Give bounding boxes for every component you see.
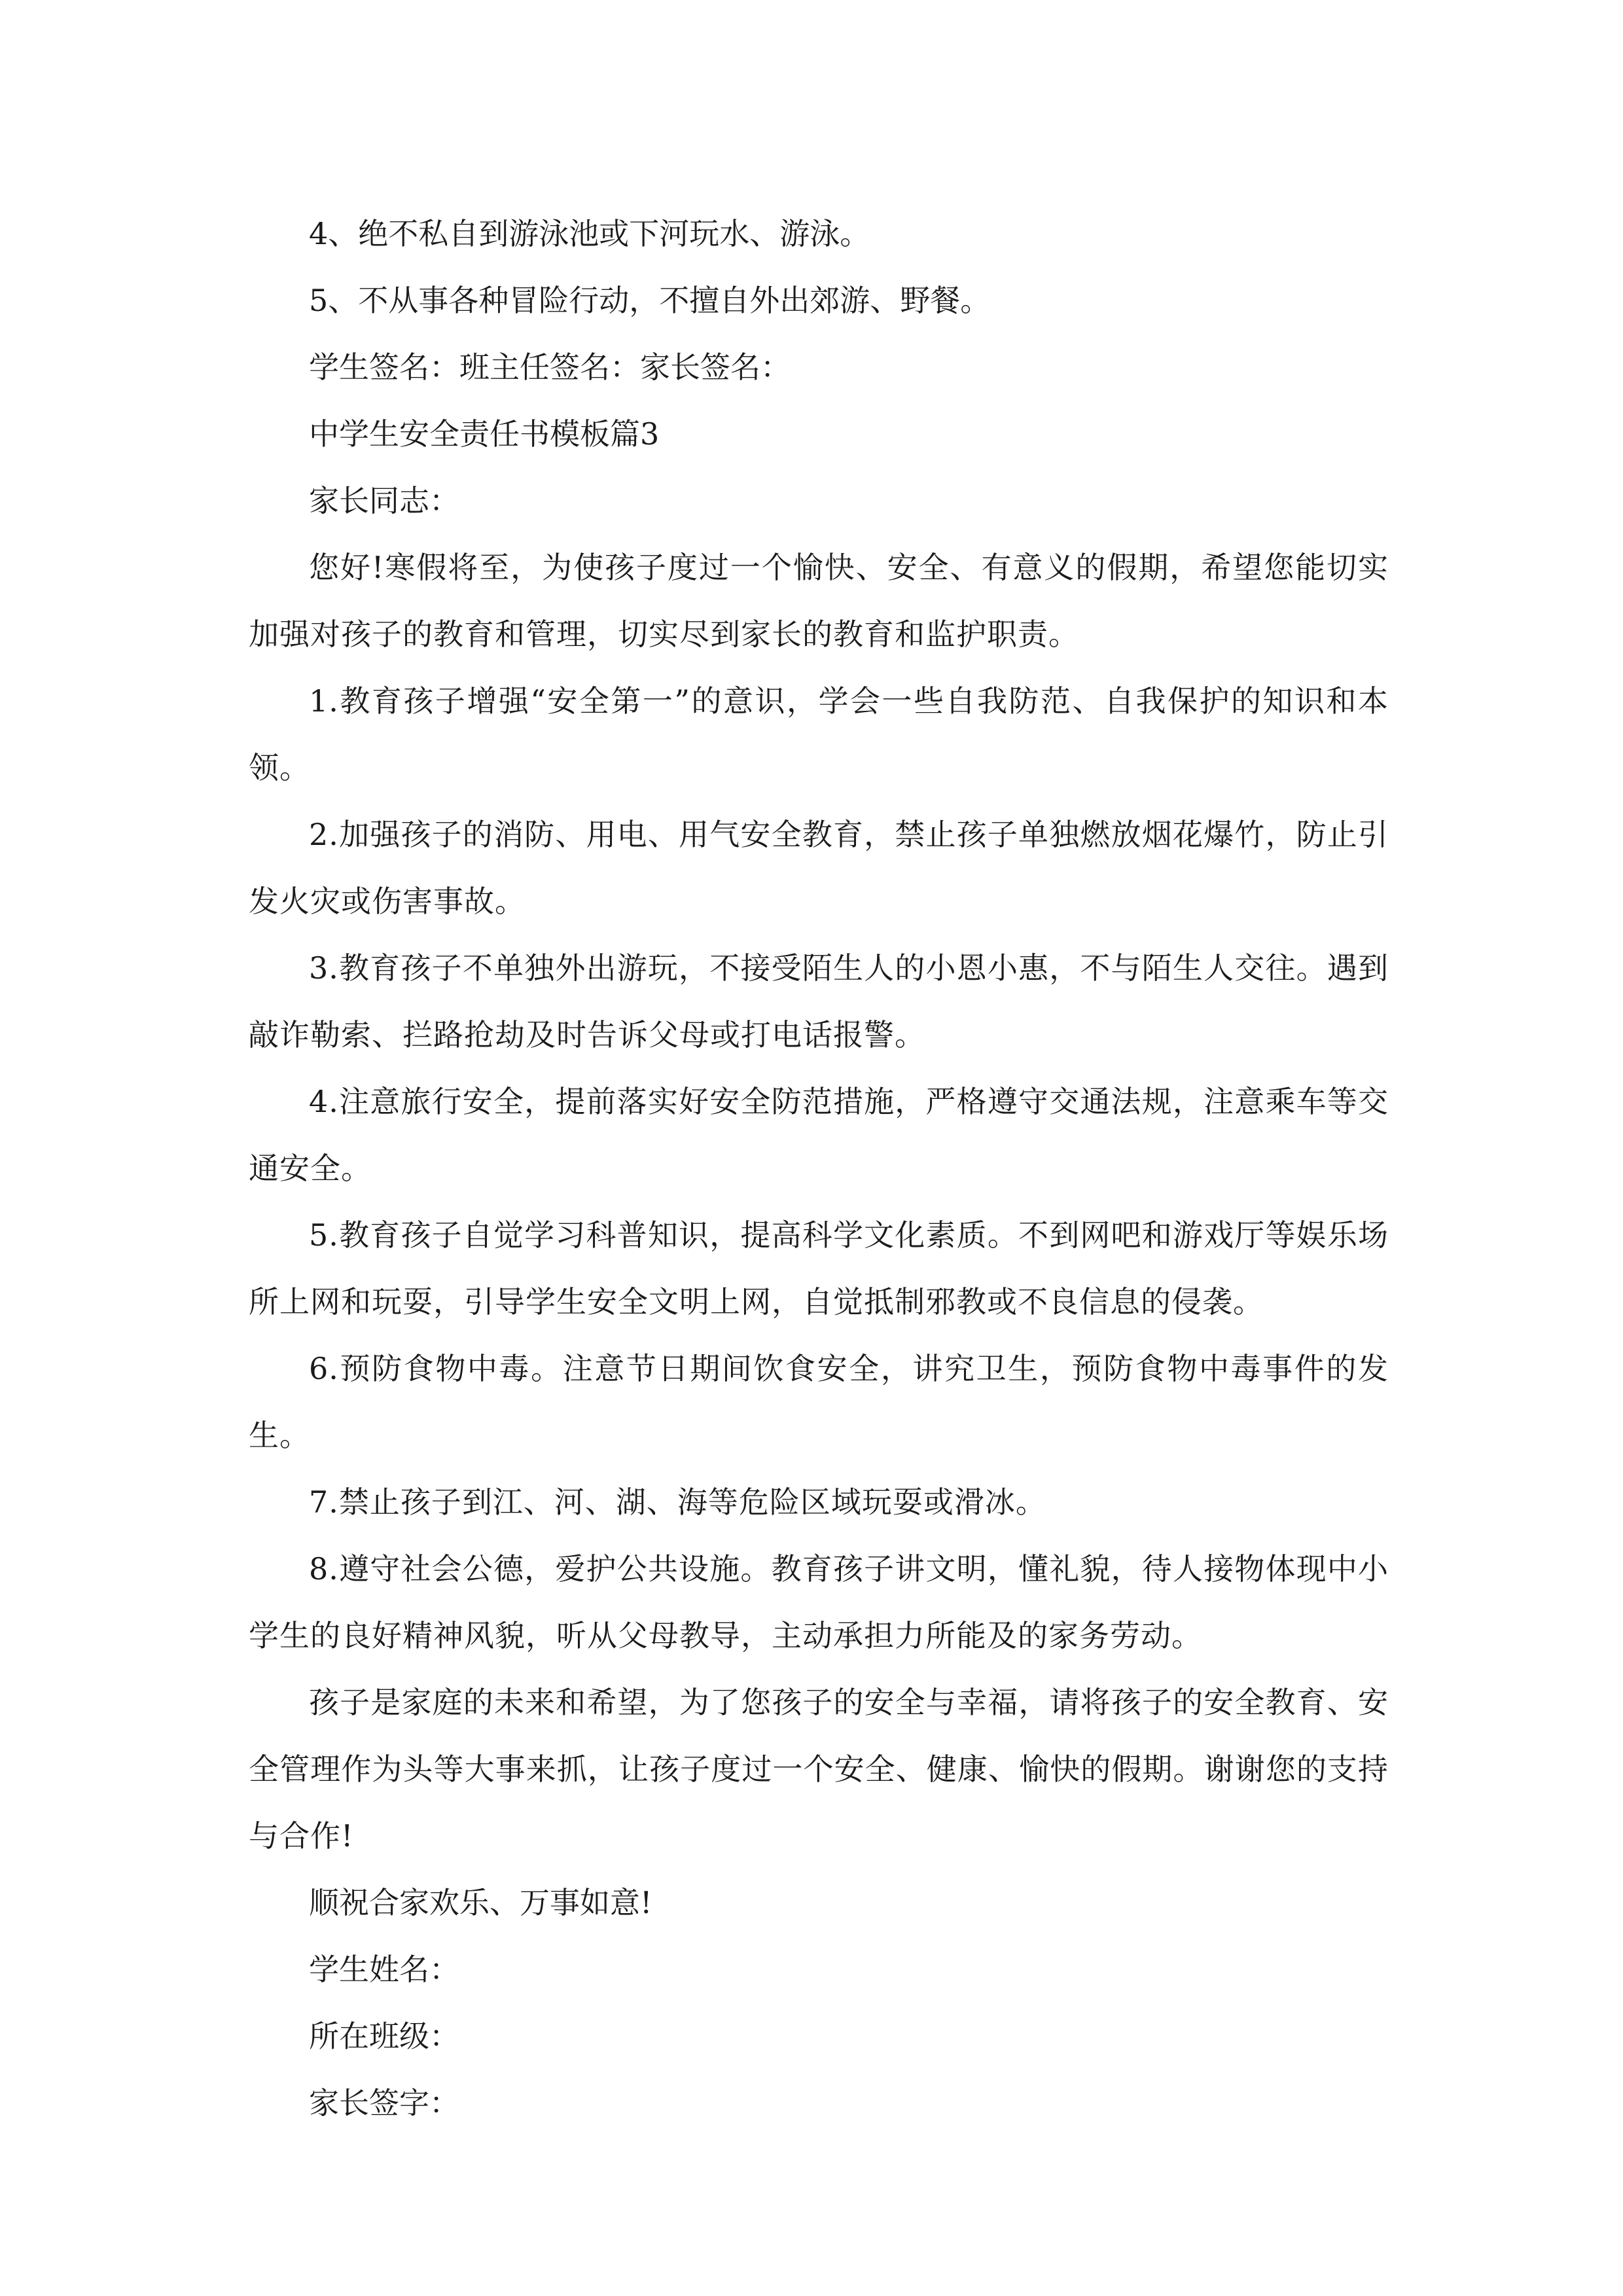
item-paragraph-4: 4.注意旅行安全，提前落实好安全防范措施，严格遵守交通法规，注意乘车等交通安全。 xyxy=(249,1084,1389,1186)
class-field: 所在班级： xyxy=(309,2018,459,2054)
closing-paragraph: 孩子是家庭的未来和希望，为了您孩子的安全与幸福，请将孩子的安全教育、安全管理作为头等大事来抓，让孩子度过一个安全、健康、愉快的假期。谢谢您的支持与合作! xyxy=(249,1685,1389,1854)
section-title: 中学生安全责任书模板篇3 xyxy=(309,416,660,452)
item-paragraph-8: 8.遵守社会公德，爱护公共设施。教育孩子讲文明，懂礼貌，待人接物体现中小学生的良好精神风貌，听从父母教导，主动承担力所能及的家务劳动。 xyxy=(249,1551,1389,1653)
item-paragraph-6: 6.预防食物中毒。注意节日期间饮食安全，讲究卫生，预防食物中毒事件的发生。 xyxy=(249,1351,1389,1453)
rule-item-5: 5、不从事各种冒险行动，不擅自外出郊游、野餐。 xyxy=(309,283,991,318)
item-paragraph-2: 2.加强孩子的消防、用电、用气安全教育，禁止孩子单独燃放烟花爆竹，防止引发火灾或伤害事故。 xyxy=(249,817,1389,919)
intro-paragraph: 您好!寒假将至，为使孩子度过一个愉快、安全、有意义的假期，希望您能切实加强对孩子的教育和管理，切实尽到家长的教育和监护职责。 xyxy=(249,550,1389,652)
item-paragraph-5: 5.教育孩子自觉学习科普知识，提高科学文化素质。不到网吧和游戏厅等娱乐场所上网和玩耍，引导学生安全文明上网，自觉抵制邪教或不良信息的侵袭。 xyxy=(249,1217,1389,1319)
document-body xyxy=(249,200,1389,2136)
item-paragraph-3: 3.教育孩子不单独外出游玩，不接受陌生人的小恩小惠，不与陌生人交往。遇到敲诈勒索、拦路抢劫及时告诉父母或打电话报警。 xyxy=(249,950,1389,1052)
blessing-line: 顺祝合家欢乐、万事如意! xyxy=(309,1885,652,1920)
parent-signature-field: 家长签字： xyxy=(309,2085,459,2121)
item-paragraph-7: 7.禁止孩子到江、河、湖、海等危险区域玩耍或滑冰。 xyxy=(309,1484,1046,1520)
salutation: 家长同志： xyxy=(309,483,459,518)
rule-item-4: 4、绝不私自到游泳池或下河玩水、游泳。 xyxy=(309,216,870,251)
signature-line: 学生签名：班主任签名：家长签名： xyxy=(309,350,791,385)
student-name-field: 学生姓名： xyxy=(309,1952,459,1987)
item-paragraph-1: 1.教育孩子增强“安全第一”的意识，学会一些自我防范、自我保护的知识和本领。 xyxy=(249,683,1389,785)
